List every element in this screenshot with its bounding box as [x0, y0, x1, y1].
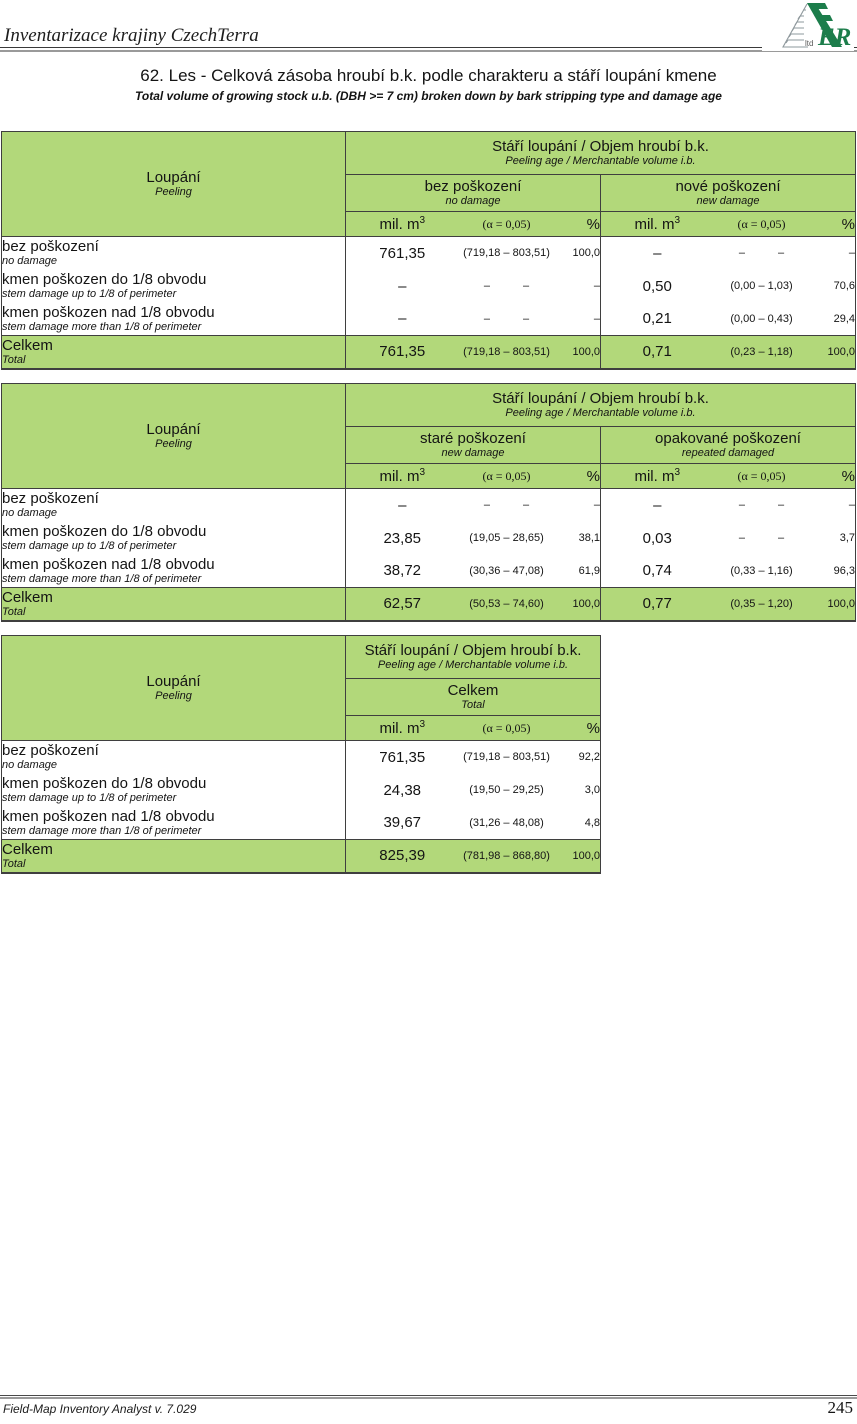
value-cell: –	[601, 489, 714, 522]
total-label-cell	[2, 840, 346, 873]
alpha-header-cell: (α = 0,05)	[459, 716, 555, 741]
table-row	[2, 303, 856, 336]
table-row	[2, 636, 601, 679]
corner-label-en: Peeling	[155, 186, 192, 198]
value-cell: 39,67	[346, 807, 459, 840]
logo-ltd-text: ltd	[805, 39, 814, 48]
ci-cell: (50,53 – 74,60)	[459, 588, 555, 621]
table-row	[2, 270, 856, 303]
percent-cell: 92,2	[578, 751, 600, 764]
table-no-damage-new-damage	[1, 131, 856, 370]
percent-cell: 100,0	[555, 336, 601, 369]
row-label-cs: kmen poškozen nad 1/8 obvodu	[2, 807, 215, 825]
table-row	[2, 741, 601, 774]
group-header-cell	[601, 175, 856, 212]
value-cell: 0,77	[601, 588, 714, 621]
value-cell: 761,35	[346, 741, 459, 774]
alpha-header-cell: (α = 0,05)	[714, 464, 810, 489]
value-cell: 23,85	[346, 522, 459, 555]
corner-label-en: Peeling	[155, 690, 192, 702]
row-label-en: no damage	[2, 759, 58, 772]
page-title: 62. Les - Celková zásoba hroubí b.k. podle charakteru a stáří loupání kmene	[140, 66, 717, 85]
row-label-en: stem damage up to 1/8 of perimeter	[2, 288, 177, 300]
value-cell: 825,39	[346, 840, 459, 873]
percent-cell: 96,3	[833, 564, 855, 577]
total-row	[2, 588, 856, 621]
row-label-cell	[2, 237, 346, 270]
row-label-cell	[2, 522, 346, 555]
ci-cell: – –	[483, 280, 530, 292]
row-label-en: stem damage more than 1/8 of perimeter	[2, 824, 202, 837]
ci-cell: (0,33 – 1,16)	[730, 564, 793, 577]
row-label-en: stem damage more than 1/8 of perimeter	[2, 572, 202, 585]
span-header-cell	[346, 636, 601, 679]
ci-cell: – –	[483, 312, 530, 325]
value-cell: 761,35	[346, 237, 459, 270]
percent-cell: 3,7	[839, 532, 855, 544]
footer-rule-gray	[0, 1397, 857, 1399]
corner-label-cs: Loupání	[146, 421, 201, 438]
span-header-cell	[346, 384, 856, 427]
ci-cell: (719,18 – 803,51)	[459, 336, 555, 369]
row-label-cs: bez poškození	[2, 490, 99, 508]
group-label-en: no damage	[445, 195, 501, 207]
value-cell: 0,21	[601, 303, 714, 336]
row-label-cell	[2, 555, 346, 588]
percent-cell: 100,0	[810, 336, 856, 369]
row-label-cell	[2, 303, 346, 336]
ci-cell: – –	[483, 499, 530, 512]
table-row	[2, 522, 856, 555]
ci-cell: – –	[738, 247, 785, 260]
ci-cell: (31,26 – 48,08)	[469, 816, 544, 829]
row-label-en: Total	[2, 857, 26, 870]
percent-cell: –	[593, 499, 600, 512]
group-header-cell	[346, 679, 601, 716]
span-header-en: Peeling age / Merchantable volume i.b.	[505, 155, 696, 167]
span-header-cell	[346, 132, 856, 175]
row-label-cs: Celkem	[2, 840, 53, 858]
percent-header-cell: %	[555, 464, 601, 489]
unit-header-cell: mil. $m^3$	[346, 716, 459, 741]
table-row	[2, 774, 601, 807]
row-label-en: no damage	[2, 507, 58, 520]
corner-header-cell	[2, 132, 346, 237]
table-total	[1, 635, 601, 874]
row-label-cs: kmen poškozen do 1/8 obvodu	[2, 775, 207, 792]
percent-header-cell: %	[555, 212, 601, 237]
ci-cell: (0,00 – 0,43)	[730, 312, 793, 325]
value-cell: 0,74	[601, 555, 714, 588]
unit-header-cell: mil. $m^3$	[601, 464, 714, 489]
ci-cell: (719,18 – 803,51)	[463, 751, 550, 764]
ci-cell: – –	[738, 499, 785, 512]
alpha-header-cell: (α = 0,05)	[714, 212, 810, 237]
value-cell: –	[346, 303, 459, 336]
table-row	[2, 807, 601, 840]
ci-cell: (781,98 – 868,80)	[459, 840, 555, 873]
percent-header-cell: %	[810, 212, 856, 237]
value-cell: 0,50	[601, 270, 714, 303]
percent-cell: –	[593, 280, 600, 292]
percent-cell: 3,0	[584, 784, 600, 796]
footer-software-version: Field-Map Inventory Analyst v. 7.029	[3, 1402, 197, 1416]
percent-cell: 100,0	[572, 247, 600, 260]
span-header-en: Peeling age / Merchantable volume i.b.	[505, 407, 696, 419]
total-label-cell	[2, 588, 346, 621]
ci-cell: (0,35 – 1,20)	[714, 588, 810, 621]
percent-cell: –	[848, 499, 855, 512]
ci-cell: (19,50 – 29,25)	[469, 784, 544, 796]
row-label-en: stem damage more than 1/8 of perimeter	[2, 320, 202, 333]
unit-header-cell: mil. $m^3$	[346, 464, 459, 489]
corner-header-cell	[2, 384, 346, 489]
alpha-header-cell: (α = 0,05)	[459, 212, 555, 237]
percent-cell: –	[593, 312, 600, 325]
corner-header-cell	[2, 636, 346, 741]
ci-cell: (719,18 – 803,51)	[463, 247, 550, 260]
group-label-en: repeated damaged	[681, 447, 775, 459]
page-subtitle: Total volume of growing stock u.b. (DBH >= 7 cm) broken down by bark stripping type and damage age	[135, 89, 722, 103]
group-label-en: new damage	[696, 195, 760, 207]
value-cell: 0,03	[601, 522, 714, 555]
percent-cell: 100,0	[810, 588, 856, 621]
table-row	[2, 384, 856, 427]
percent-cell: 70,6	[833, 280, 855, 292]
percent-header-cell: %	[555, 716, 601, 741]
span-header-en: Peeling age / Merchantable volume i.b.	[377, 659, 569, 671]
row-label-cs: bez poškození	[2, 742, 99, 760]
percent-cell: 29,4	[833, 312, 855, 325]
table-row	[2, 132, 856, 175]
group-header-cell	[601, 427, 856, 464]
group-label-en: new damage	[441, 447, 505, 459]
value-cell: 62,57	[346, 588, 459, 621]
total-row	[2, 336, 856, 369]
ci-cell: (19,05 – 28,65)	[469, 532, 544, 544]
row-label-en: stem damage up to 1/8 of perimeter	[2, 792, 177, 804]
corner-label-en: Peeling	[155, 438, 192, 450]
value-cell: 38,72	[346, 555, 459, 588]
percent-cell: 61,9	[578, 564, 600, 577]
percent-cell: 100,0	[555, 588, 601, 621]
percent-header-cell: %	[810, 464, 856, 489]
ci-cell: (0,23 – 1,18)	[714, 336, 810, 369]
row-label-cs: Celkem	[2, 336, 53, 354]
ci-cell: (30,36 – 47,08)	[469, 564, 544, 577]
corner-label-cs: Loupání	[146, 673, 201, 690]
group-label-cs: staré poškození	[420, 430, 526, 447]
group-label-cs: nové poškození	[675, 178, 781, 195]
ci-cell: (0,00 – 1,03)	[730, 280, 793, 292]
span-header-cs: Stáří loupání / Objem hroubí b.k.	[492, 390, 709, 407]
row-label-cs: bez poškození	[2, 238, 99, 256]
value-cell: 0,71	[601, 336, 714, 369]
group-label-en: Total	[461, 699, 485, 711]
footer-rule-dark	[0, 1395, 857, 1396]
row-label-cs: kmen poškozen nad 1/8 obvodu	[2, 303, 215, 321]
value-cell: –	[601, 237, 714, 270]
group-label-cs: Celkem	[447, 682, 499, 699]
row-label-cell	[2, 774, 346, 807]
row-label-en: Total	[2, 353, 26, 366]
header-rule-thin	[0, 47, 857, 48]
row-label-cs: kmen poškozen nad 1/8 obvodu	[2, 555, 215, 573]
table-row	[2, 489, 856, 522]
row-label-cell	[2, 807, 346, 840]
span-header-cs: Stáří loupání / Objem hroubí b.k.	[364, 642, 582, 659]
logo-letters: ER	[818, 24, 852, 51]
unit-header-cell: mil. $m^3$	[346, 212, 459, 237]
table-old-damage-repeated-damage	[1, 383, 856, 622]
table-row	[2, 237, 856, 270]
row-label-cell	[2, 489, 346, 522]
total-label-cell	[2, 336, 346, 369]
group-label-cs: opakované poškození	[655, 430, 801, 447]
percent-cell: 4,8	[584, 816, 600, 829]
row-label-cell	[2, 741, 346, 774]
value-cell: –	[346, 489, 459, 522]
row-label-cell	[2, 270, 346, 303]
row-label-cs: kmen poškozen do 1/8 obvodu	[2, 271, 207, 288]
row-label-en: no damage	[2, 255, 58, 268]
table-row	[2, 555, 856, 588]
group-header-cell	[346, 175, 601, 212]
corner-label-cs: Loupání	[146, 169, 201, 186]
group-label-cs: bez poškození	[424, 178, 522, 195]
value-cell: 761,35	[346, 336, 459, 369]
ci-cell: – –	[738, 532, 785, 544]
percent-cell: 38,1	[578, 532, 600, 544]
page-number: 245	[827, 1398, 853, 1417]
row-label-en: Total	[2, 605, 26, 618]
value-cell: –	[346, 270, 459, 303]
unit-header-cell: mil. $m^3$	[601, 212, 714, 237]
row-label-en: stem damage up to 1/8 of perimeter	[2, 540, 177, 552]
header-rule-thick	[0, 50, 857, 52]
percent-cell: –	[848, 247, 855, 260]
value-cell: 24,38	[346, 774, 459, 807]
report-header-title: Inventarizace krajiny CzechTerra	[4, 25, 259, 46]
group-header-cell	[346, 427, 601, 464]
ifer-logo	[762, 1, 854, 51]
span-header-cs: Stáří loupání / Objem hroubí b.k.	[492, 138, 709, 155]
alpha-header-cell: (α = 0,05)	[459, 464, 555, 489]
percent-cell: 100,0	[555, 840, 601, 873]
row-label-cs: kmen poškozen do 1/8 obvodu	[2, 523, 207, 540]
total-row	[2, 840, 601, 873]
row-label-cs: Celkem	[2, 588, 53, 606]
